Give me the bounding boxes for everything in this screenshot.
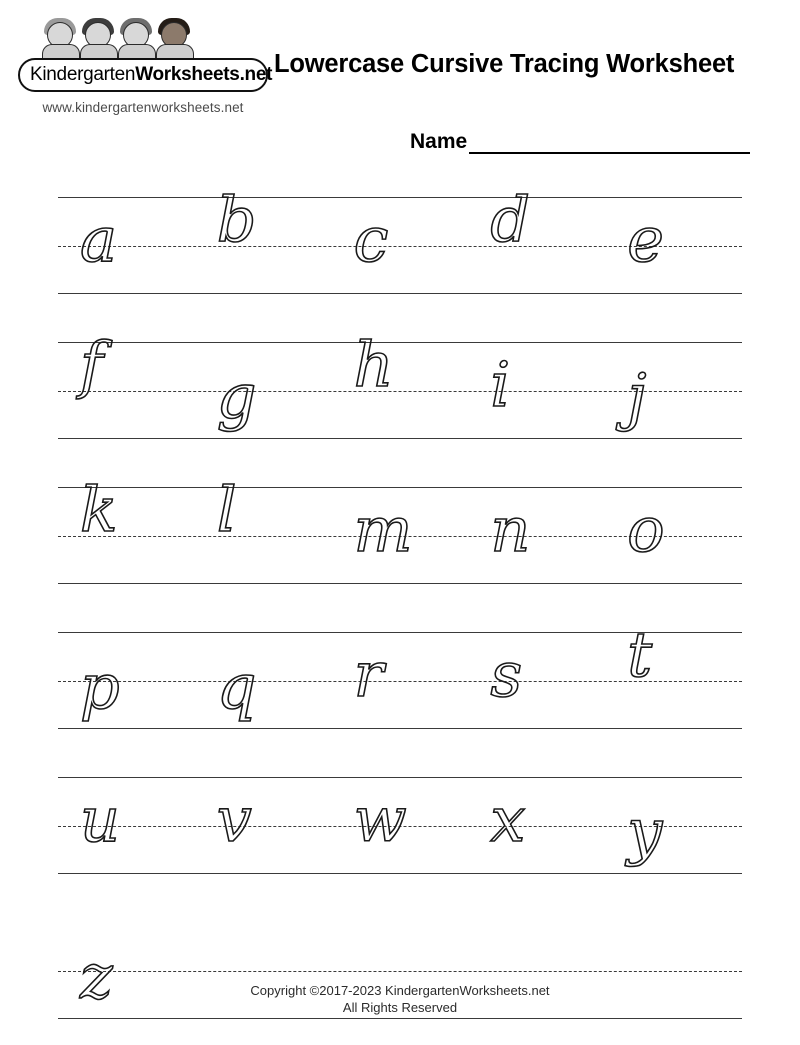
trace-letter: n (490, 493, 531, 566)
logo-word-worksheets: Worksheets (135, 64, 240, 85)
logo-wordmark (18, 58, 273, 92)
trace-letter: w (353, 783, 407, 856)
letter-cell (332, 610, 469, 755)
logo-word-kindergarten: Kindergarten (30, 64, 136, 85)
letter-cell (58, 900, 195, 1045)
site-url: www.kindergartenworksheets.net (42, 100, 244, 115)
tracing-row (0, 465, 800, 610)
trace-letter: v (216, 783, 252, 856)
trace-letter: x (490, 783, 526, 856)
letter-cell (605, 320, 742, 465)
tracing-row (0, 320, 800, 465)
letter-cell (605, 175, 742, 320)
letter-cell (195, 610, 332, 755)
trace-letter: a (80, 203, 117, 276)
site-logo[interactable] (18, 18, 273, 115)
letter-cell (195, 900, 332, 1045)
tracing-row (0, 610, 800, 755)
trace-letter: c (353, 203, 389, 276)
letter-cell (468, 610, 605, 755)
name-input-line[interactable] (469, 134, 750, 154)
trace-letter: t (627, 618, 653, 691)
letter-cell (195, 755, 332, 900)
letter-cell (605, 755, 742, 900)
tracing-row (0, 755, 800, 900)
four-kids-icon (40, 18, 240, 62)
trace-letter: z (80, 940, 113, 1013)
page-header (0, 0, 800, 175)
letter-cell (332, 175, 469, 320)
letter-cell (605, 465, 742, 610)
letter-cell (605, 900, 742, 1045)
letter-cell (195, 175, 332, 320)
letter-cell (332, 900, 469, 1045)
letter-cell (58, 320, 195, 465)
trace-letter: k (80, 473, 118, 546)
letter-cell (58, 175, 195, 320)
letter-cell (468, 900, 605, 1045)
letter-cell (58, 755, 195, 900)
trace-letter: j (627, 360, 647, 433)
trace-letter: i (490, 348, 511, 421)
letter-cell (195, 320, 332, 465)
letter-cell (332, 755, 469, 900)
tracing-row (0, 900, 800, 1045)
letter-cell (332, 465, 469, 610)
trace-letter: y (627, 795, 663, 868)
trace-letter: g (216, 360, 257, 433)
trace-letter: o (627, 493, 665, 566)
letter-cell (468, 465, 605, 610)
page-title: Lowercase Cursive Tracing Worksheet (274, 50, 735, 78)
copyright-text: Copyright ©2017-2023 KindergartenWorksheets.net (250, 982, 550, 998)
tracing-sheet (0, 175, 800, 1045)
trace-letter: e (627, 203, 664, 276)
trace-letter: s (490, 638, 523, 711)
name-label: Name (410, 130, 468, 153)
letter-cell (58, 465, 195, 610)
trace-letter: u (80, 783, 120, 856)
trace-letter: r (353, 638, 384, 711)
letter-cell (468, 320, 605, 465)
trace-letter: m (353, 493, 413, 566)
letter-cell (332, 320, 469, 465)
logo-word-tld: .net (239, 64, 273, 85)
rights-text: All Rights Reserved (342, 1000, 458, 1016)
trace-letter: d (490, 183, 531, 256)
trace-letter: b (216, 183, 257, 256)
trace-letter: q (216, 650, 257, 723)
trace-letter: f (80, 328, 103, 401)
trace-letter: p (80, 650, 120, 723)
letter-cell (468, 175, 605, 320)
letter-cell (58, 610, 195, 755)
page-footer (0, 982, 800, 1017)
letter-cell (605, 610, 742, 755)
letter-cell (195, 465, 332, 610)
name-field-row (410, 130, 750, 154)
tracing-row (0, 175, 800, 320)
letter-cell (468, 755, 605, 900)
trace-letter: h (353, 328, 394, 401)
trace-letter: l (216, 473, 237, 546)
